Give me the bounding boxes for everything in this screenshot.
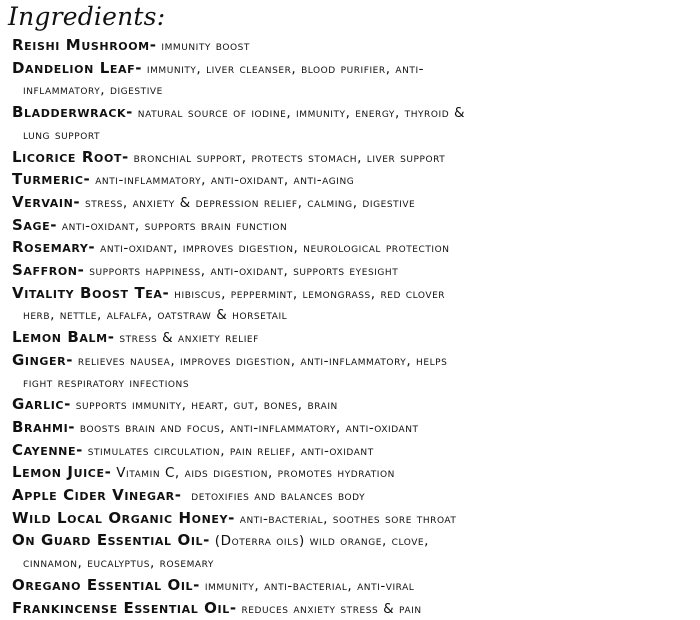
ingredient-line	[12, 237, 696, 260]
ingredient-description: stimulates circulation, pain relief, anti-oxidant	[82, 442, 374, 459]
ingredient-name: Garlic-	[12, 395, 71, 414]
ingredient-description: reduces anxiety stress & pain	[236, 600, 422, 617]
ingredient-line	[12, 575, 696, 598]
ingredient-description: bronchial support, protects stomach, liver support	[128, 149, 446, 166]
ingredient-item	[12, 237, 696, 260]
ingredient-name: On Guard Essential Oil-	[12, 531, 210, 550]
ingredient-item	[12, 215, 696, 238]
ingredient-name: Lemon Juice-	[12, 463, 112, 482]
ingredient-item	[12, 283, 696, 327]
ingredient-description: stress, anxiety & depression relief, calming, digestive	[80, 194, 416, 211]
ingredient-description-continued: herb, nettle, alfalfa, oatstraw & horsetail	[23, 307, 288, 324]
ingredient-name: Cayenne-	[12, 440, 83, 459]
ingredient-name: Rosemary-	[12, 238, 96, 257]
ingredient-item	[12, 417, 696, 440]
ingredient-item	[12, 102, 696, 146]
ingredient-line	[12, 417, 696, 440]
ingredient-item	[12, 394, 696, 417]
ingredient-item	[12, 462, 696, 485]
ingredient-description-continued: cinnamon, eucalyptus, rosemary	[23, 555, 214, 572]
ingredient-description: relieves nausea, improves digestion, anti-inflammatory, helps	[73, 352, 448, 369]
ingredient-name: Vitality Boost Tea-	[12, 283, 170, 302]
ingredient-line	[12, 147, 696, 170]
ingredient-name: Reishi Mushroom-	[12, 36, 157, 54]
ingredient-description: immunity, liver cleanser, blood purifier, anti-	[142, 60, 425, 77]
ingredient-item	[12, 350, 696, 394]
ingredient-item	[12, 598, 696, 620]
ingredient-name: Lemon Balm-	[12, 328, 115, 347]
ingredient-item	[12, 169, 696, 192]
ingredient-line	[12, 192, 696, 215]
ingredient-description: anti-inflammatory, anti-oxidant, anti-aging	[90, 172, 355, 189]
ingredient-description: anti-oxidant, supports brain function	[57, 217, 288, 234]
ingredient-name: Dandelion Leaf-	[12, 58, 143, 77]
ingredient-line	[12, 102, 696, 125]
ingredient-line	[12, 58, 696, 81]
ingredient-name: Turmeric-	[12, 170, 91, 189]
ingredient-line	[12, 260, 696, 283]
page-title: Ingredients:	[8, 2, 166, 31]
ingredient-item	[12, 508, 696, 531]
ingredient-description: anti-bacterial, soothes sore throat	[234, 510, 457, 527]
ingredient-name: Apple Cider Vinegar-	[12, 486, 182, 505]
ingredient-line	[12, 440, 696, 463]
ingredient-line	[12, 283, 696, 306]
ingredient-line	[12, 350, 696, 373]
ingredient-item	[12, 530, 696, 574]
ingredient-name: Brahmi-	[12, 417, 76, 436]
ingredient-description: Vitamin C, aids digestion, promotes hydration	[111, 465, 395, 482]
ingredient-item	[12, 575, 696, 598]
ingredient-line	[12, 169, 696, 192]
ingredient-item	[12, 440, 696, 463]
ingredients-list	[12, 35, 696, 620]
ingredient-line	[12, 394, 696, 417]
ingredient-name: Ginger-	[12, 350, 74, 369]
ingredient-item	[12, 192, 696, 215]
ingredient-name: Vervain-	[12, 192, 81, 211]
ingredient-description-continued: lung support	[23, 126, 101, 143]
ingredient-description-continued: inflammatory, digestive	[23, 82, 163, 99]
ingredient-description: hibiscus, peppermint, lemongrass, red clover	[169, 285, 446, 302]
ingredient-line	[12, 598, 696, 620]
ingredient-line	[12, 215, 696, 238]
ingredient-description: immunity, anti-bacterial, anti-viral	[200, 577, 415, 594]
ingredient-description: stress & anxiety relief	[114, 330, 259, 347]
ingredient-description: boosts brain and focus, anti-inflammatory, anti-oxidant	[75, 419, 419, 436]
ingredient-description-continued: fight respiratory infections	[23, 374, 190, 391]
ingredient-description: detoxifies and balances body	[181, 488, 366, 505]
ingredient-description: supports immunity, heart, gut, bones, brain	[70, 397, 338, 414]
ingredient-item	[12, 327, 696, 350]
ingredient-line	[12, 327, 696, 350]
ingredient-line	[12, 530, 696, 553]
ingredient-item	[12, 58, 696, 102]
ingredient-description: natural source of iodine, immunity, energy, thyroid &	[132, 105, 466, 122]
ingredient-name: Saffron-	[12, 261, 85, 280]
ingredient-description: anti-oxidant, improves digestion, neurological protection	[95, 240, 450, 257]
ingredient-name: Sage-	[12, 215, 58, 234]
ingredient-name: Frankincense Essential Oil-	[12, 598, 237, 617]
ingredient-item	[12, 147, 696, 170]
ingredient-line	[12, 485, 696, 508]
ingredient-item	[12, 35, 696, 58]
ingredient-description: supports happiness, anti-oxidant, supports eyesight	[84, 263, 399, 280]
ingredient-name: Licorice Root-	[12, 147, 129, 166]
ingredient-line	[12, 508, 696, 531]
ingredient-name: Wild Local Organic Honey-	[12, 508, 235, 527]
ingredient-item	[12, 260, 696, 283]
ingredient-line	[12, 462, 696, 485]
ingredient-name: Bladderwrack-	[12, 103, 133, 122]
ingredient-item	[12, 485, 696, 508]
ingredient-description: (Doterra oils) wild orange, clove,	[209, 533, 429, 550]
ingredient-description: immunity boost	[156, 38, 250, 54]
ingredient-line	[12, 35, 696, 58]
ingredient-name: Oregano Essential Oil-	[12, 575, 200, 594]
